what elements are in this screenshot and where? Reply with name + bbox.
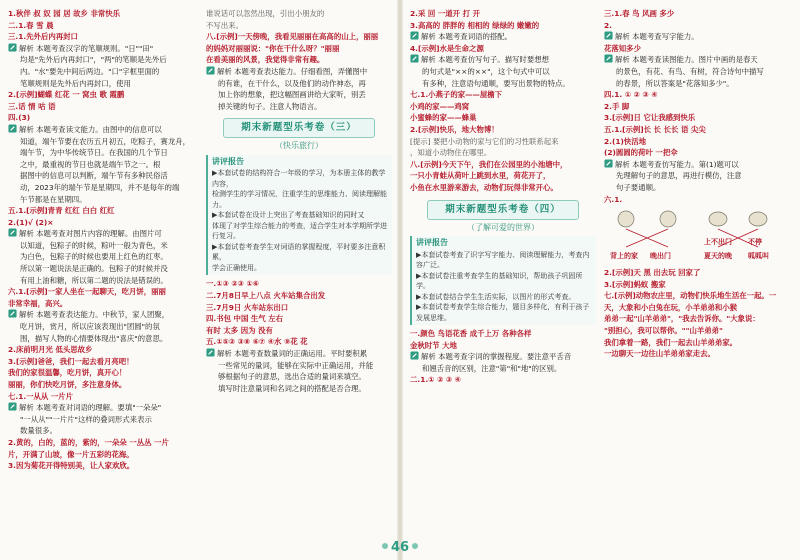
line-text: 解析 本题考查读图能力。图片中画的是春天 xyxy=(615,55,758,65)
explanation-line xyxy=(8,43,194,55)
explanation-line xyxy=(8,425,194,437)
line-text: 八.[示例]今天下午，我们在公园里的小池塘中， xyxy=(410,159,568,169)
explanation-line xyxy=(8,402,194,414)
review-report-line: ▶本套试卷在设计上突出了考查基础知识的同时又 xyxy=(212,211,365,220)
line-text: 的句式是"××的××"，这个句式中可以 xyxy=(422,66,550,76)
line-text: 3.因为菊花开得特别美，让人家欢欣。 xyxy=(8,461,135,471)
line-text: 解析 本题考查写字能力。 xyxy=(615,32,699,42)
answer-line xyxy=(8,217,194,229)
line-text: 三.话 情 咕 语 xyxy=(8,101,56,111)
pencil-icon xyxy=(410,351,419,360)
line-text: 非常幸福，高兴。 xyxy=(8,298,68,308)
line-text: 三.7月9日 火车站东出口 xyxy=(206,302,289,312)
review-report-line: 学会正确使用。 xyxy=(212,263,261,272)
line-text: 五.1.[示例]青青 红红 白白 红红 xyxy=(8,206,115,216)
explanation-line xyxy=(410,351,596,363)
line-text: 的春景，所以答案是"花落知多少"。 xyxy=(616,78,734,88)
line-text: 先理解句子的意思，再进行模仿，注意 xyxy=(616,171,742,181)
line-text: 有用上油和糖，所以第二题的说法是错误的。 xyxy=(20,275,168,285)
explanation-line xyxy=(8,228,194,240)
note-line xyxy=(410,136,596,148)
explanation-line xyxy=(206,360,392,372)
art-caption: 晚出门 xyxy=(650,252,671,261)
matching-illustration xyxy=(608,207,790,265)
answer-line xyxy=(604,89,790,101)
answer-line xyxy=(604,313,790,325)
answer-line xyxy=(604,279,790,291)
explanation-line xyxy=(8,309,194,321)
line-text: 和翘舌音的区别，注意"第"和"地"的区别。 xyxy=(422,363,562,373)
answer-line xyxy=(8,89,194,101)
line-text: 六.1. xyxy=(604,194,623,204)
line-text: 不写出来。 xyxy=(206,20,243,30)
line-text: 1.秋伴 叔 奴 园 居 故乡 非常快乐 xyxy=(8,9,121,18)
review-report-line: ▶本套试卷注重考查学生的基础知识，帮助孩子巩固所学。 xyxy=(416,271,583,291)
line-text: 解析 本题考查对词语的理解。要填"一朵朵" xyxy=(19,403,162,413)
line-text: ，知道小动物住在哪里。 xyxy=(410,148,492,158)
explanation-line xyxy=(8,78,194,90)
line-text: 所以第一题说法是正确的。包粽子的时候并没 xyxy=(20,264,168,274)
explanation-line xyxy=(8,333,194,345)
answer-line xyxy=(206,336,392,348)
explanation-line xyxy=(410,54,596,66)
answer-line xyxy=(206,325,392,337)
line-text: 六.1.[示例]一家人坐在一起聊天，吃月饼，丽丽 xyxy=(8,287,166,297)
review-report-line: ▶本套试卷考查学生对词语的掌握程度，平时要多注意积累， xyxy=(212,242,386,262)
line-text: 解析 本题考查汉字的笔顺规则。"日""田" xyxy=(19,43,154,53)
exam-banner-4: 期末新题型乐考卷（四） xyxy=(427,200,579,220)
review-report-line: 体现了对学生综合能力的考查，适合学生对本学期所学进行复习。 xyxy=(212,221,387,241)
line-text: 七.[示例]动物农庄里，动物们快乐地生活在一起。一 xyxy=(604,291,777,301)
line-text: (2)圆圆的荷叶 一把伞 xyxy=(604,148,678,158)
line-text: 解析 本题考查表达能力。仔细看图，弄懂图中 xyxy=(217,66,368,76)
answer-line xyxy=(206,43,392,55)
answer-line xyxy=(410,8,596,20)
explanation-line xyxy=(410,66,596,78)
answer-line xyxy=(604,124,790,136)
answer-line xyxy=(8,379,194,391)
line-text: 谁说话可以忽然出现，引出小朋友的 xyxy=(206,9,325,18)
explanation-line xyxy=(604,170,790,182)
line-text: 有时 太多 因为 没有 xyxy=(206,325,273,335)
line-text: 一些常见的量词，能够在实际中正确运用，并能 xyxy=(218,360,374,370)
line-text: 二.7月8日早上八点 火车站集合出发 xyxy=(206,291,326,301)
line-text: 笔顺规则是先外后内再封口，使用 xyxy=(20,78,131,88)
art-caption: 夏天的晚 xyxy=(704,252,732,261)
pencil-icon xyxy=(604,159,613,168)
line-text: 之中，最重视的节日也就是端午节之一。根 xyxy=(20,159,161,169)
explanation-line xyxy=(8,66,194,78)
explanation-line xyxy=(8,147,194,159)
pencil-icon xyxy=(410,54,419,63)
line-text: 均是"先外后内再封口"，"两"的笔顺是先外后 xyxy=(20,55,167,65)
pencil-icon xyxy=(8,402,17,411)
line-text: 解析 本题考查数量词的正确运用。平时要积累 xyxy=(217,349,368,358)
line-text: 2.(1)√ (2)× xyxy=(8,217,54,227)
art-caption: 不停 xyxy=(748,238,762,247)
answer-line xyxy=(8,460,194,472)
line-text: 三.1.春 鸟 风画 多少 xyxy=(604,9,675,18)
explanation-line xyxy=(8,240,194,252)
art-caption: 上不出门 xyxy=(704,238,732,247)
answer-line xyxy=(8,391,194,403)
pencil-icon xyxy=(8,228,17,237)
line-text: 数量很多。 xyxy=(20,426,57,436)
answer-line xyxy=(8,31,194,43)
pencil-icon xyxy=(206,348,215,357)
answer-line xyxy=(206,302,392,314)
note-line xyxy=(410,147,596,159)
line-text: 2.手 脚 xyxy=(604,101,630,111)
explanation-line xyxy=(604,31,790,43)
line-text: "一从从""一片片"这样的叠词形式来表示 xyxy=(20,414,152,424)
answer-line xyxy=(410,159,596,171)
explanation-line xyxy=(8,159,194,171)
line-text: 八.[示例]一天傍晚，我看见丽丽在高高的山上，丽丽 xyxy=(206,32,379,42)
review-report-line: 检测学生的学习情况，注重学生的思维能力、阅读理解能力。 xyxy=(212,190,387,209)
line-text: 二.1.① ② ③ ④ xyxy=(410,375,461,385)
line-text: 句子要通顺。 xyxy=(616,182,661,192)
line-text: 四.(3) xyxy=(8,113,31,123)
answer-line xyxy=(8,367,194,379)
explanation-line xyxy=(8,194,194,206)
answer-line xyxy=(8,356,194,368)
answer-line xyxy=(8,205,194,217)
answer-line xyxy=(604,325,790,337)
line-text: 花落知多少 xyxy=(604,43,641,53)
line-text: 的景色，有花、有鸟、有树，符合诗句中描写 xyxy=(616,66,764,76)
line-text: 2.[示例]天 黑 出去玩 回家了 xyxy=(604,268,701,278)
explanation-line xyxy=(8,275,194,287)
explanation-line xyxy=(8,414,194,426)
line-text: 七.1.一从从 一片片 xyxy=(8,391,74,401)
book-gutter xyxy=(397,0,403,560)
line-text: 我们的家很温馨，吃月饼，真开心！ xyxy=(8,368,127,378)
line-text: 端午节，为中华传统节日。在我国的几个节日 xyxy=(20,148,168,158)
art-caption: 背上的家 xyxy=(610,252,638,261)
review-report-line: ▶本套试卷的结构符合一年级的学习，为本册主体的教学内容， xyxy=(212,169,386,188)
column-2 xyxy=(206,8,392,394)
pencil-icon xyxy=(8,124,17,133)
answer-line xyxy=(604,20,790,32)
line-text: "别担心，我可以帮你。""山羊弟弟" xyxy=(604,326,723,336)
answer-line xyxy=(604,101,790,113)
answer-line xyxy=(604,337,790,349)
explanation-line xyxy=(8,170,194,182)
answer-line xyxy=(8,298,194,310)
explanation-line xyxy=(604,159,790,171)
explanation-line xyxy=(604,182,790,194)
line-text: 四.1. ① ② ③ ④ xyxy=(604,90,658,100)
line-text: 在看美丽的风景，我觉得非常有趣。 xyxy=(206,55,325,65)
line-text: 解析 本题考查对图片内容的理解。由图片可 xyxy=(19,229,162,239)
answer-line xyxy=(410,20,596,32)
explanation-line xyxy=(206,383,392,395)
answer-line xyxy=(206,54,392,66)
explanation-line xyxy=(604,54,790,66)
explanation-line xyxy=(206,101,392,113)
answer-line xyxy=(206,313,392,325)
line-text: 丽丽，你们快吃月饼，多注意身体。 xyxy=(8,380,127,389)
explanation-line xyxy=(604,78,790,90)
line-text: 2. xyxy=(604,20,612,30)
art-caption: 呱呱叫 xyxy=(748,252,769,261)
line-text: 2.(1)快活地 xyxy=(604,136,647,146)
note-line xyxy=(206,8,392,20)
answer-line xyxy=(410,124,596,136)
line-text: 2.[示例]快乐，地大物博！ xyxy=(410,124,499,134)
review-report-title: 讲评报告 xyxy=(212,156,244,166)
answer-line xyxy=(604,348,790,360)
exam-banner-3: 期末新题型乐考卷（三） xyxy=(223,118,375,138)
line-text: 围，描写人物的心情要体现出"喜庆"的意思。 xyxy=(20,333,168,343)
answer-line xyxy=(8,449,194,461)
line-text: 一.①③ ②③ ①⑥ xyxy=(206,279,259,289)
line-text: 2.床前明月光 低头思故乡 xyxy=(8,345,93,355)
answer-line xyxy=(410,170,596,182)
answer-line xyxy=(206,278,392,290)
answer-line xyxy=(206,31,392,43)
review-report-line: ▶本套试卷结合学生生活实际，以图片的形式考查。 xyxy=(416,292,576,301)
explanation-line xyxy=(8,263,194,275)
line-text: 3.[示例]日 它让我感到快乐 xyxy=(604,113,696,123)
line-text: 吃月饼，赏月，所以应该表现出"团圆"的氛 xyxy=(20,322,160,332)
line-text: 二.1.春 雪 晨 xyxy=(8,20,54,30)
column-4 xyxy=(604,8,790,360)
line-text: 午节都是在星期四。 xyxy=(20,194,87,204)
answer-line xyxy=(604,136,790,148)
line-text: 金秋时节 大地 xyxy=(410,340,457,350)
line-text: [提示] 要把小动物的家与它们的习性联系起来 xyxy=(410,136,559,146)
review-report-title: 讲评报告 xyxy=(416,238,448,248)
line-text: 五.①⑤② ③⑧ ⑥⑦ ④水 ⑨花 花 xyxy=(206,337,308,347)
explanation-line xyxy=(8,182,194,194)
answer-line xyxy=(604,194,790,206)
page-number-text: 46 xyxy=(390,540,410,555)
answer-line xyxy=(8,101,194,113)
column-1 xyxy=(8,8,194,472)
note-line xyxy=(206,20,392,32)
explanation-line xyxy=(206,89,392,101)
line-text: 七.1.小燕子的家——屋檐下 xyxy=(410,90,503,100)
review-report-3 xyxy=(206,155,392,276)
pencil-icon xyxy=(206,66,215,75)
answer-line xyxy=(604,267,790,279)
line-text: 以知道，包粽子的时候，粽叶一般为青色，米 xyxy=(20,240,168,250)
line-text: 的有谁，在干什么，以及他们的动作神态，再 xyxy=(218,78,366,88)
line-text: 一只小青蛙从荷叶上跳到水里，荷花开了， xyxy=(410,171,551,181)
answer-line xyxy=(604,147,790,159)
line-text: 动，2023年的端午节是星期四，并不是每年的端 xyxy=(20,182,180,192)
line-text: 五.1.[示例]长 长 长长 语 尖尖 xyxy=(604,124,706,134)
answer-line xyxy=(206,290,392,302)
pencil-icon xyxy=(8,43,17,52)
review-report-4 xyxy=(410,236,596,325)
answer-line xyxy=(8,112,194,124)
line-text: 一边聊天一边往山羊弟弟家走去。 xyxy=(604,349,715,359)
answer-line xyxy=(410,182,596,194)
line-text: 有多种，注意语句通顺，要写出景物的特点。 xyxy=(422,78,570,88)
decor-dot xyxy=(382,543,388,549)
line-text: 弟弟一起"山羊弟弟"，"我去告诉你。"大象说： xyxy=(604,314,760,324)
line-text: 解析 本题考查读文能力。由图中的信息可以 xyxy=(19,124,162,134)
line-text: 掉关键的句子。注意人物语言。 xyxy=(218,101,322,111)
answer-line xyxy=(604,43,790,55)
line-text: 解析 本题考查仿写句子。描写时要想想 xyxy=(421,55,549,65)
pencil-icon xyxy=(604,54,613,63)
line-text: 3.[示例]蚂蚁 搬家 xyxy=(604,279,666,289)
line-text: 解析 本题考查词语的搭配。 xyxy=(421,32,513,42)
pencil-icon xyxy=(604,31,613,40)
explanation-line xyxy=(410,31,596,43)
explanation-line xyxy=(8,136,194,148)
explanation-line xyxy=(206,66,392,78)
column-3 xyxy=(410,8,596,386)
answer-line xyxy=(604,112,790,124)
answer-line xyxy=(8,437,194,449)
pencil-icon xyxy=(8,309,17,318)
line-text: 解析 本题考查表达能力。中秋节，家人团聚， xyxy=(19,310,170,320)
explanation-line xyxy=(410,363,596,375)
answer-line xyxy=(410,328,596,340)
explanation-line xyxy=(206,78,392,90)
answer-line xyxy=(8,344,194,356)
review-report-line: ▶本套试卷考查了识字写字能力、阅读理解能力，考查内容广泛。 xyxy=(416,250,590,270)
decor-dot xyxy=(412,543,418,549)
explanation-line xyxy=(8,54,194,66)
explanation-line xyxy=(206,348,392,360)
line-text: 小蜜蜂的家——蜂巢 xyxy=(410,113,477,123)
line-text: 填写时注意量词和名词之间的搭配是否合理。 xyxy=(218,383,366,393)
line-text: 小鱼在水里游来游去，动物们玩得非常开心。 xyxy=(410,182,558,192)
page-number xyxy=(370,540,430,555)
answer-line xyxy=(604,290,790,302)
line-text: 的妈妈对丽丽说："你在干什么呀？"丽丽 xyxy=(206,43,340,53)
explanation-line xyxy=(8,124,194,136)
answer-line xyxy=(8,8,194,20)
exam-subtitle-3: （快乐旅行） xyxy=(275,141,323,151)
line-text: 为白色，包粽子的时候也要用上红色的红枣。 xyxy=(20,252,168,262)
answer-line xyxy=(410,43,596,55)
answer-line xyxy=(604,302,790,314)
answer-line xyxy=(604,8,790,20)
line-text: 3.高高的 胖胖的 相相的 绿绿的 嫩嫩的 xyxy=(410,20,540,30)
exam-subtitle-4: （了解可爱的世界） xyxy=(467,222,539,232)
review-report-line: ▶本套试卷考查学生综合能力，题目多样化，有利于孩子发展思维。 xyxy=(416,303,590,322)
answer-line xyxy=(410,89,596,101)
line-text: 三.1.先外后内再封口 xyxy=(8,32,78,42)
line-text: 我们拿着一路，我们一起去山羊弟弟家。 xyxy=(604,337,738,347)
explanation-line xyxy=(8,251,194,263)
explanation-line xyxy=(410,78,596,90)
line-text: 内。"水"要先中间后两边。"口"字框里面的 xyxy=(20,66,160,76)
line-text: 片，开满了山坡，像一片五彩的花海。 xyxy=(8,449,134,459)
line-text: 小鸡的家——鸡窝 xyxy=(410,101,470,111)
line-text: 3.[示例]爸爸，我们一起去看月亮吧！ xyxy=(8,356,134,366)
line-text: 2.采 回 一道开 打 开 xyxy=(410,9,480,18)
line-text: 知道，端午节要在农历五月初五，吃粽子，赛龙舟， xyxy=(20,136,190,146)
explanation-line xyxy=(604,66,790,78)
line-text: 4.[示例]水是生命之源 xyxy=(410,43,484,53)
line-text: 解析 本题考查字词的掌握程度。要注意平舌音 xyxy=(421,352,572,362)
answer-line xyxy=(410,101,596,113)
explanation-line xyxy=(206,371,392,383)
answer-line xyxy=(410,374,596,386)
answer-line xyxy=(410,112,596,124)
line-text: 四.书包 中国 生气 左右 xyxy=(206,314,284,324)
line-text: 据图中的信息可以判断，端午节有多种民俗活 xyxy=(20,171,168,181)
answer-line xyxy=(410,340,596,352)
explanation-line xyxy=(8,321,194,333)
line-text: 2.[示例]蝴蝶 红花 一 窝虫 歌 霞鹏 xyxy=(8,90,125,100)
line-text: 天，大象和小白兔在玩，小羊弟弟和小猴 xyxy=(604,302,738,312)
line-text: 加上你的想象，把这幅图画讲给大家听，别丢 xyxy=(218,90,366,100)
line-text: 2.黄的，白的，蓝的，紫的，一朵朵 一丛丛 一片 xyxy=(8,437,169,447)
line-text: 解析 本题考查仿写能力。第(1)题可以 xyxy=(615,159,739,169)
answer-line xyxy=(8,20,194,32)
line-text: 一.颜色 鸟语花香 成千上万 各种各样 xyxy=(410,329,532,339)
line-text: 够根据句子的意思，选出合适的量词来填空。 xyxy=(218,372,366,382)
pencil-icon xyxy=(410,31,419,40)
answer-line xyxy=(8,286,194,298)
